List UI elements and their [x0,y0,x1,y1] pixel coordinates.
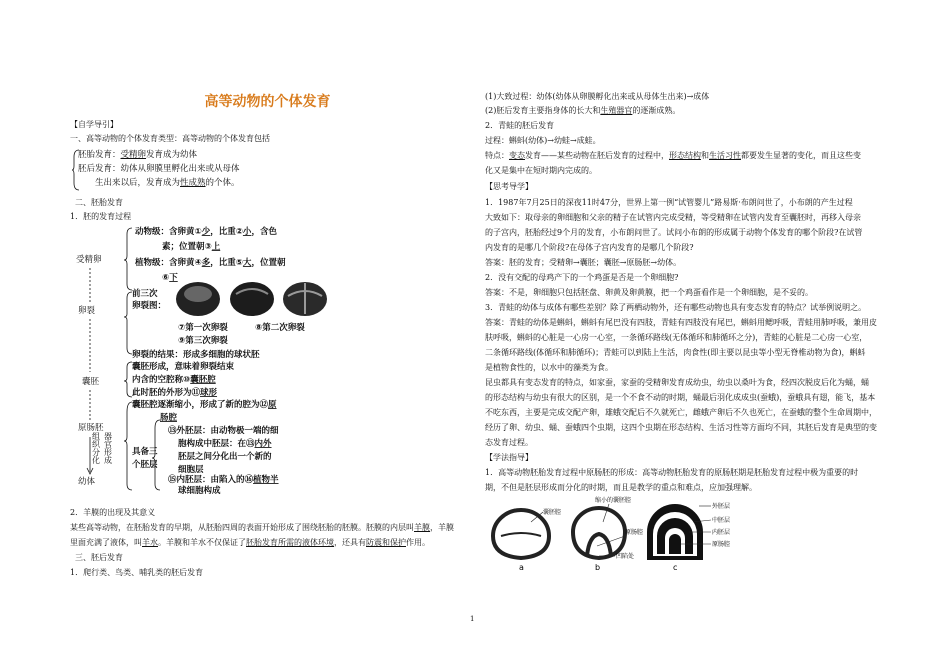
diagram-text: ⑧第二次卵裂 [255,323,305,333]
diagram-text: 囊胚形成，意味着卵裂结束 [132,362,235,372]
section-heading: 【自学导引】 [70,120,118,129]
label: 缩小的囊胚腔 [595,497,632,504]
text-line: 肤呼吸，蝌蚪的心脏是一心房一心室，一条循环路线(无体循环和肺循环之分)，青蛙的心脏是二心房一心室， [485,333,868,342]
diagram-text: ⑮内胚层：由陷入的⑯植物半 [168,475,279,485]
text-line: 内发育的是哪几个阶段?在母体子宫内发育的是哪几个阶段? [485,243,694,252]
text-line: 昆虫都具有变态发育的特点，如家蚕，家蚕的受精卵发育成幼虫，幼虫以桑叶为食，经四次脱皮后化为蛹，蛹 [485,378,869,387]
figure-b [573,496,643,572]
text-line: 胚胎发育：受精卵发育成为幼体 [78,150,198,160]
label: 中胚层 [712,517,731,524]
label-blastula: 囊胚 [82,377,100,387]
section-heading: 二、胚胎发育 [75,198,123,207]
text-line: 二条循环路线(体循环和肺循环)；青蛙可以到陆上生活，肉食性(即主要以昆虫等小型无脊椎动物为食)，蝌蚪 [485,348,866,357]
text-line: 化又是集中在短时期内完成的。 [485,166,597,175]
text-line: 不吃东西，主要是完成交配产卵，雄蛾交配后不久就死亡，雌蛾产卵后不久也死亡，在蚕蛾的整个生命周期中， [485,408,877,417]
diagram-text: 个胚层 [132,460,158,470]
diagram-text: 素；位置朝③上 [162,242,221,252]
text-line: 答案：胚的发育；受精卵→囊胚；囊胚→原肠胚→幼体。 [485,258,682,267]
text-line: (2)胚后发育主要指身体的长大和生殖器官的逐渐成熟。 [485,106,681,115]
text-line: 生出来以后，发育成为性成熟的个体。 [95,178,240,188]
text-line: 1．高等动物胚胎发育过程中原肠胚的形成：高等动物胚胎发育的原肠胚期是胚胎发育过程中极为重要的时 [485,468,859,477]
diagram-text: 卵裂的结果：形成多细胞的球状胚 [132,350,260,360]
text-line: 2．青蛙的胚后发育 [485,121,555,130]
diagram-text: 卵裂图： [132,301,167,311]
diagram-text: 具备三 [132,447,158,457]
text-line: 里面充满了液体，叫羊水。羊膜和羊水不仅保证了胚胎发育所需的液体环境，还具有防震和保护作用。 [70,538,430,547]
diagram-text: ⑦第一次卵裂 [178,323,228,333]
text-line: 的形态结构与幼虫有很大的区别，是一个不食不动的时期，蛹最后羽化成成虫(蚕蛾)，蚕蛾具有翅，能飞，基本 [485,393,876,402]
text-line: 过程：蝌蚪(幼体)→幼蛙→成蛙。 [485,136,601,145]
text-line: 答案：青蛙的幼体是蝌蚪，蝌蚪有尾巴没有四肢，青蛙有四肢没有尾巴，蝌蚪用鳃呼吸，青蛙用肺呼吸，兼用皮 [485,318,877,327]
text-line: 经历了卵、幼虫、蛹、蚕蛾四个虫期，这四个虫期在形态结构、生活习性等方面均不同，其胚后发育是典型的变 [485,423,877,432]
page-number: 1 [470,615,475,623]
figure-a [493,508,561,572]
text-line: 特点：变态发育——某些动物在胚后发育的过程中，形态结构和生活习性都要发生显著的变化，而且这些变 [485,151,861,160]
diagram-text: 细胞层 [178,465,204,475]
diagram-text: 内含的空腔称⑩囊胚腔 [132,375,216,385]
text-line: 期，不但是胚层形成而分化的时期，而且是教学的重点和难点，应加强理解。 [485,483,757,492]
caption: b [595,563,601,572]
label-gastrula: 原肠胚 [78,423,104,433]
diagram-text: 球细胞构成 [178,486,221,494]
cleavage-egg-images [176,282,327,316]
text-line: 胚后发育：幼体从卵膜里孵化出来或从母体 [78,164,240,174]
gastrula-figure [485,496,745,574]
caption: c [673,563,678,572]
label: 囊胚腔 [543,509,562,516]
label-organ: 器官形成 [103,432,113,464]
text-line: (1)大致过程：幼体(幼体从卵膜孵化出来或从母体生出来)→成体 [485,92,710,101]
text-line: 2．没有交配的母鸡产下的一个鸡蛋是否是一个卵细胞? [485,273,679,282]
embryo-development-diagram [70,222,370,494]
section-heading: 【学法指导】 [485,453,533,462]
label: 原肠腔 [625,529,644,536]
text-line: 大致如下：取母亲的卵细胞和父亲的精子在试管内完成受精，等受精卵在试管内发育至囊胚时，再移入母亲 [485,213,861,222]
vertical-labels [91,432,113,465]
label: 原肠腔 [712,541,731,548]
text-line: 态发育过程。 [485,438,533,447]
section-heading: 【思考导学】 [485,182,533,191]
text-line: 是植物食性的，以水中的藻类为食。 [485,363,613,372]
text-line: 1．1987年7月25日的深夜11时47分，世界上第一例“试管婴儿”路易斯·布朗问世了，小布朗的产生过程 [485,198,853,207]
diagram-text: 前三次 [132,289,158,299]
label-tissue: 组织分化 [91,432,101,464]
diagram-text: ⑥下 [162,273,178,283]
label: 外胚层 [712,503,731,510]
figure-c [647,502,730,572]
label: 凹陷处 [616,553,635,560]
label-youti: 幼体 [78,477,96,487]
diagram-text: 胞构成中胚层：在⑬内外 [178,439,272,449]
text-line: 的子宫内，胚胎经过9个月的发育，小布朗问世了。试问小布朗的形成属于动物个体发育的哪个阶段?在试管 [485,228,863,237]
text-line: 1．爬行类、鸟类、哺乳类的胚后发育 [70,568,204,577]
section-heading: 三、胚后发育 [75,553,123,562]
text-line: 一、高等动物的个体发育类型：高等动物的个体发育包括 [70,134,270,143]
label-fertilized-egg: 受精卵 [76,255,102,265]
text-line: 某些高等动物，在胚胎发育的早期，从胚胎四周的表面开始形成了围绕胚胎的胚膜。胚膜的内层叫羊膜，羊膜 [70,523,454,532]
diagram-text: 动物级：含卵黄①少，比重②小，含色 [135,227,277,237]
text-line: 1．胚的发育过程 [70,212,132,221]
diagram-text: 胚层之间分化出一个新的 [178,452,272,462]
caption: a [519,563,524,572]
text-line: 答案：不是，卵细胞只包括胚盘、卵黄及卵黄膜，把一个鸡蛋看作是一个卵细胞，是不妥的。 [485,288,813,297]
diagram-text: 囊胚腔逐渐缩小，形成了新的腔为⑫原 [132,400,277,410]
diagram-text: 肠腔 [160,413,178,423]
text-line: 3．青蛙的幼体与成体有哪些差别？除了两栖动物外，还有哪些动物也具有变态发育的特点？试举例说明之。 [485,303,867,312]
page-title: 高等动物的个体发育 [204,94,331,110]
label-cleavage: 卵裂 [78,306,96,316]
diagram-text: 植物级：含卵黄④多，比重⑤大，位置朝 [135,258,286,268]
label: 内胚层 [712,529,731,536]
text-line: 2．羊膜的出现及其意义 [70,508,156,517]
diagram-text: 此时胚的外形为⑪球形 [132,388,218,398]
diagram-text: ⑬外胚层：由动物极一端的细 [168,426,279,436]
diagram-text: ⑨第三次卵裂 [178,336,228,346]
